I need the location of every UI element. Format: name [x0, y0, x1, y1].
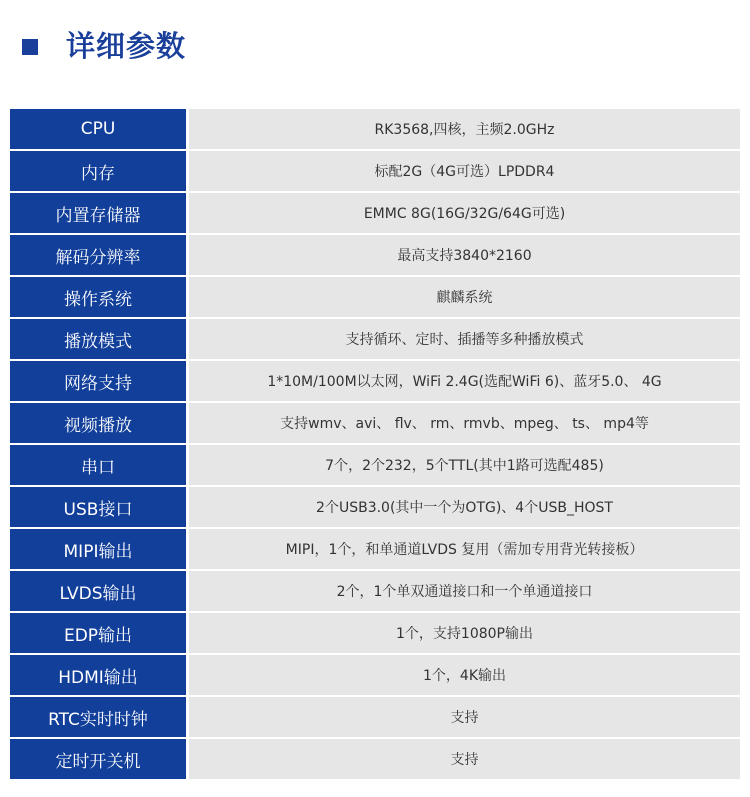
table-row: [10, 277, 740, 319]
table-row: [10, 487, 740, 529]
spec-label: 视频播放: [10, 403, 186, 443]
spec-label: LVDS输出: [10, 571, 186, 611]
spec-value: 1*10M/100M以太网，WiFi 2.4G(选配WiFi 6)、蓝牙5.0、 4G: [189, 361, 740, 401]
spec-label: 串口: [10, 445, 186, 485]
table-row: [10, 529, 740, 571]
table-row: [10, 319, 740, 361]
spec-label: 操作系统: [10, 277, 186, 317]
table-row: [10, 109, 740, 151]
table-row: [10, 697, 740, 739]
spec-value: MIPI，1个，和单通道LVDS 复用（需加专用背光转接板）: [189, 529, 740, 569]
spec-label: MIPI输出: [10, 529, 186, 569]
table-row: [10, 403, 740, 445]
spec-label: 网络支持: [10, 361, 186, 401]
table-row: [10, 739, 740, 781]
spec-label: 内置存储器: [10, 193, 186, 233]
table-row: [10, 151, 740, 193]
spec-value: 支持循环、定时、插播等多种播放模式: [189, 319, 740, 359]
spec-value: 最高支持3840*2160: [189, 235, 740, 275]
spec-value: RK3568,四核，主频2.0GHz: [189, 109, 740, 149]
table-row: [10, 571, 740, 613]
square-bullet-icon: [22, 39, 38, 55]
spec-value: 标配2G（4G可选）LPDDR4: [189, 151, 740, 191]
table-row: [10, 613, 740, 655]
spec-value: 支持wmv、avi、 flv、 rm、rmvb、mpeg、 ts、 mp4等: [189, 403, 740, 443]
spec-value: 2个USB3.0(其中一个为OTG)、4个USB_HOST: [189, 487, 740, 527]
spec-label: EDP输出: [10, 613, 186, 653]
spec-label: USB接口: [10, 487, 186, 527]
section-header: [0, 0, 750, 90]
spec-value: 1个，4K输出: [189, 655, 740, 695]
spec-label: 内存: [10, 151, 186, 191]
table-row: [10, 193, 740, 235]
spec-label: 播放模式: [10, 319, 186, 359]
table-row: [10, 235, 740, 277]
table-row: [10, 445, 740, 487]
spec-label: HDMI输出: [10, 655, 186, 695]
spec-value: 2个，1个单双通道接口和一个单通道接口: [189, 571, 740, 611]
spec-label: 定时开关机: [10, 739, 186, 779]
page-title: 详细参数: [66, 29, 187, 63]
spec-label: RTC实时时钟: [10, 697, 186, 737]
spec-table: [10, 107, 740, 781]
spec-value: 支持: [189, 697, 740, 737]
table-row: [10, 361, 740, 403]
spec-value: 1个，支持1080P输出: [189, 613, 740, 653]
table-row: [10, 655, 740, 697]
spec-value: 7个，2个232，5个TTL(其中1路可选配485): [189, 445, 740, 485]
spec-value: 支持: [189, 739, 740, 779]
spec-label: CPU: [10, 109, 186, 149]
spec-label: 解码分辨率: [10, 235, 186, 275]
spec-value: 麒麟系统: [189, 277, 740, 317]
spec-value: EMMC 8G(16G/32G/64G可选): [189, 193, 740, 233]
